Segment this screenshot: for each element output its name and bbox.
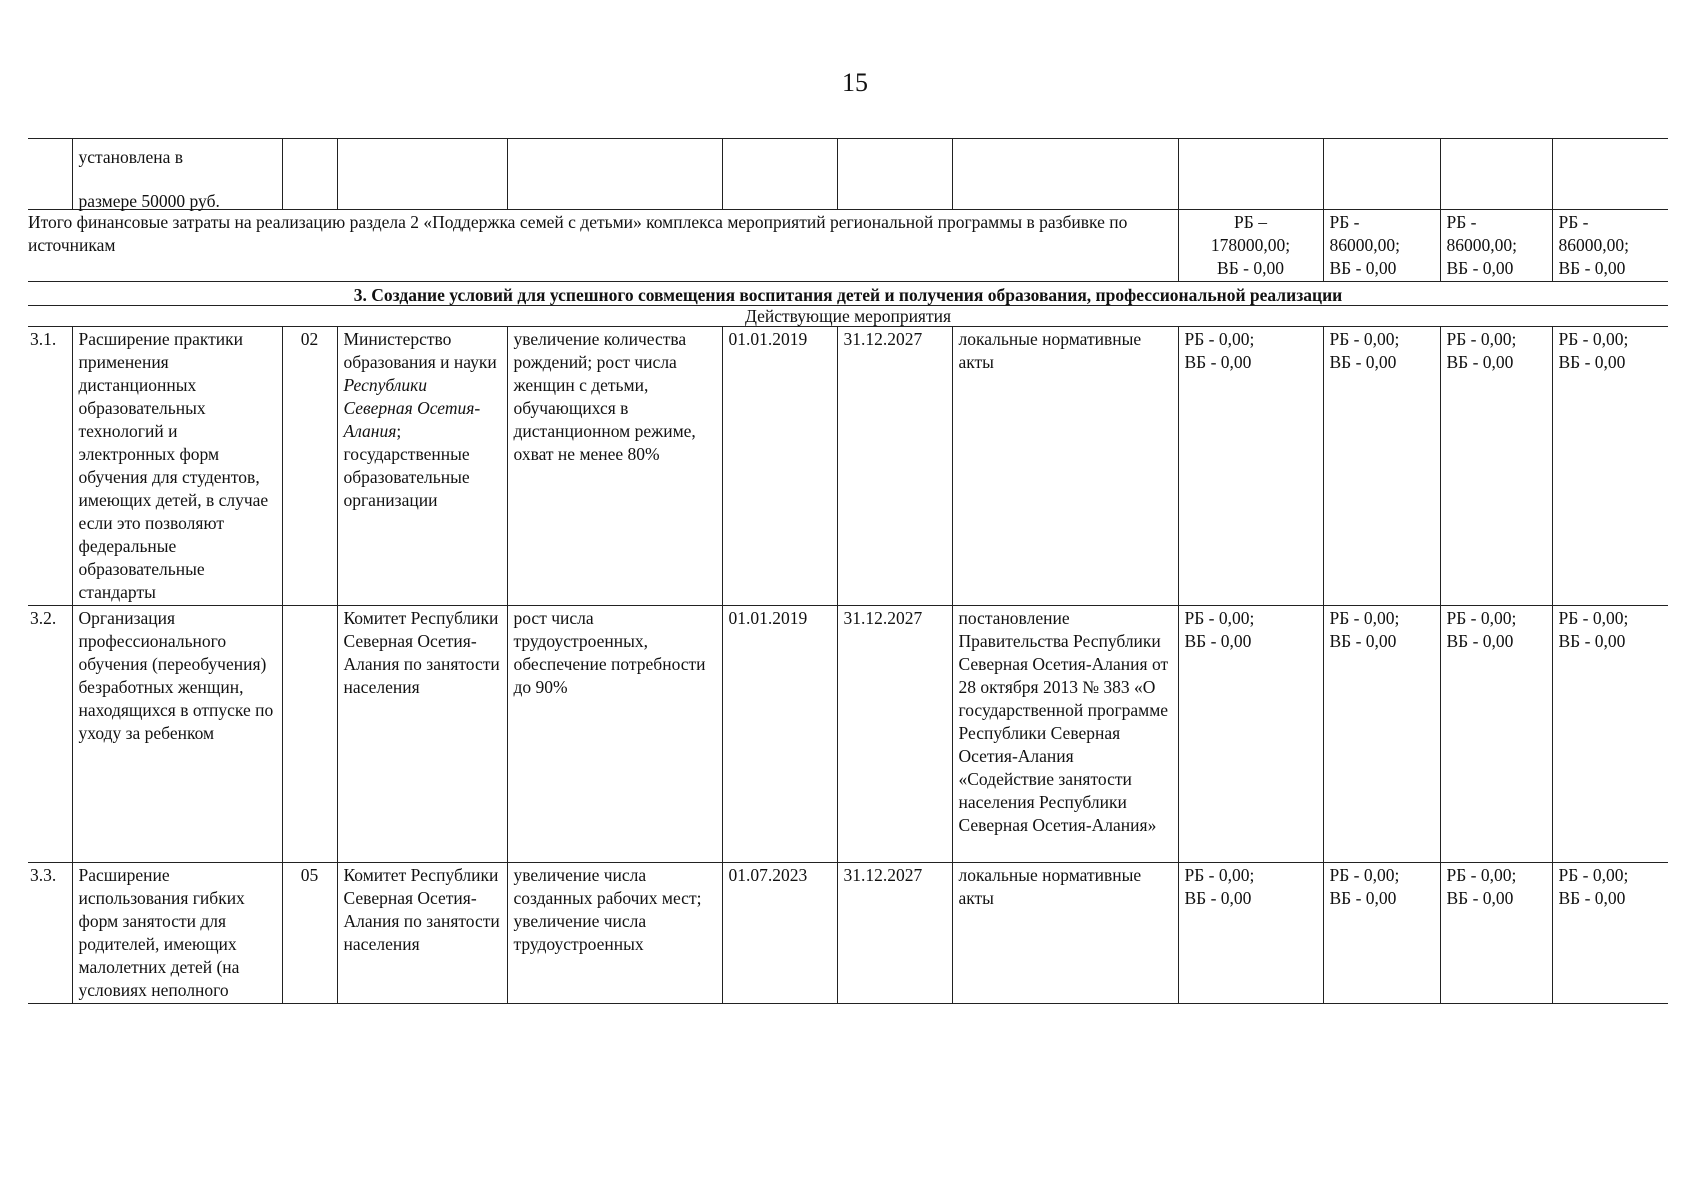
measure-name: Организация профессионального обучения (переобучения) безработных женщин, находящихся в отпуске по уходу за ребенком (72, 606, 282, 863)
measure-code: 05 (282, 863, 337, 1004)
start-date: 01.07.2023 (722, 863, 837, 1004)
total-amount: РБ – 178000,00; ВБ - 0,00 (1178, 210, 1323, 282)
total-row (28, 210, 1668, 282)
end-date: 31.12.2027 (837, 863, 952, 1004)
row-number: 3.3. (28, 863, 72, 1004)
funding-cell: РБ - 0,00; ВБ - 0,00 (1440, 863, 1552, 1004)
legal-basis: локальные нормативные акты (952, 327, 1178, 606)
table-row (28, 327, 1668, 606)
measure-name: Расширение использования гибких форм занятости для родителей, имеющих малолетних детей (на условиях неполного (72, 863, 282, 1004)
row-number: 3.1. (28, 327, 72, 606)
expected-result: увеличение количества рождений; рост числа женщин с детьми, обучающихся в дистанционном режиме, охват не менее 80% (507, 327, 722, 606)
table-row (28, 863, 1668, 1004)
legal-basis: локальные нормативные акты (952, 863, 1178, 1004)
funding-cell: РБ - 0,00; ВБ - 0,00 (1323, 863, 1440, 1004)
expected-result: рост числа трудоустроенных, обеспечение потребности до 90% (507, 606, 722, 863)
funding-cell: РБ - 0,00; ВБ - 0,00 (1440, 327, 1552, 606)
continuation-text-line1: установлена в (78, 147, 184, 167)
funding-cell: РБ - 0,00; ВБ - 0,00 (1178, 327, 1323, 606)
measure-code: 02 (282, 327, 337, 606)
start-date: 01.01.2019 (722, 327, 837, 606)
row-number: 3.2. (28, 606, 72, 863)
funding-cell: РБ - 0,00; ВБ - 0,00 (1178, 606, 1323, 863)
funding-cell: РБ - 0,00; ВБ - 0,00 (1440, 606, 1552, 863)
executor: Министерство образования и науки Республики Северная Осетия-Алания; государственные образовательные организации (337, 327, 507, 606)
section-title: 3. Создание условий для успешного совмещения воспитания детей и получения образования, профессиональной реализации (28, 282, 1668, 306)
total-row-label: Итого финансовые затраты на реализацию раздела 2 «Поддержка семей с детьми» комплекса мероприятий региональной программы в разбивке по источникам (28, 210, 1178, 282)
start-date: 01.01.2019 (722, 606, 837, 863)
funding-cell: РБ - 0,00; ВБ - 0,00 (1178, 863, 1323, 1004)
executor: Комитет Республики Северная Осетия-Алания по занятости населения (337, 606, 507, 863)
end-date: 31.12.2027 (837, 606, 952, 863)
program-measures-table (28, 138, 1668, 1004)
table-row (28, 606, 1668, 863)
section-title-row (28, 282, 1668, 306)
funding-cell: РБ - 0,00; ВБ - 0,00 (1552, 863, 1668, 1004)
subsection-title-row (28, 306, 1668, 327)
measure-name: Расширение практики применения дистанционных образовательных технологий и электронных форм обучения для студентов, имеющих детей, в случае если это позволяют федеральные образовательные стандарты (72, 327, 282, 606)
page-number: 15 (842, 68, 868, 97)
funding-cell: РБ - 0,00; ВБ - 0,00 (1552, 327, 1668, 606)
total-amount: РБ - 86000,00; ВБ - 0,00 (1323, 210, 1440, 282)
total-amount: РБ - 86000,00; ВБ - 0,00 (1440, 210, 1552, 282)
executor: Комитет Республики Северная Осетия-Алания по занятости населения (337, 863, 507, 1004)
funding-cell: РБ - 0,00; ВБ - 0,00 (1552, 606, 1668, 863)
continuation-row (28, 139, 1668, 210)
total-amount: РБ - 86000,00; ВБ - 0,00 (1552, 210, 1668, 282)
continuation-text-line2: размере 50000 руб. (78, 191, 220, 211)
measure-code (282, 606, 337, 863)
end-date: 31.12.2027 (837, 327, 952, 606)
funding-cell: РБ - 0,00; ВБ - 0,00 (1323, 606, 1440, 863)
legal-basis: постановление Правительства Республики Северная Осетия-Алания от 28 октября 2013 № 383 «О государственной программе Республики Северная Осетия-Алания «Содействие занятости населения Республики Северная Осетия-Алания» (952, 606, 1178, 863)
expected-result: увеличение числа созданных рабочих мест; увеличение числа трудоустроенных (507, 863, 722, 1004)
funding-cell: РБ - 0,00; ВБ - 0,00 (1323, 327, 1440, 606)
subsection-title: Действующие мероприятия (28, 306, 1668, 327)
